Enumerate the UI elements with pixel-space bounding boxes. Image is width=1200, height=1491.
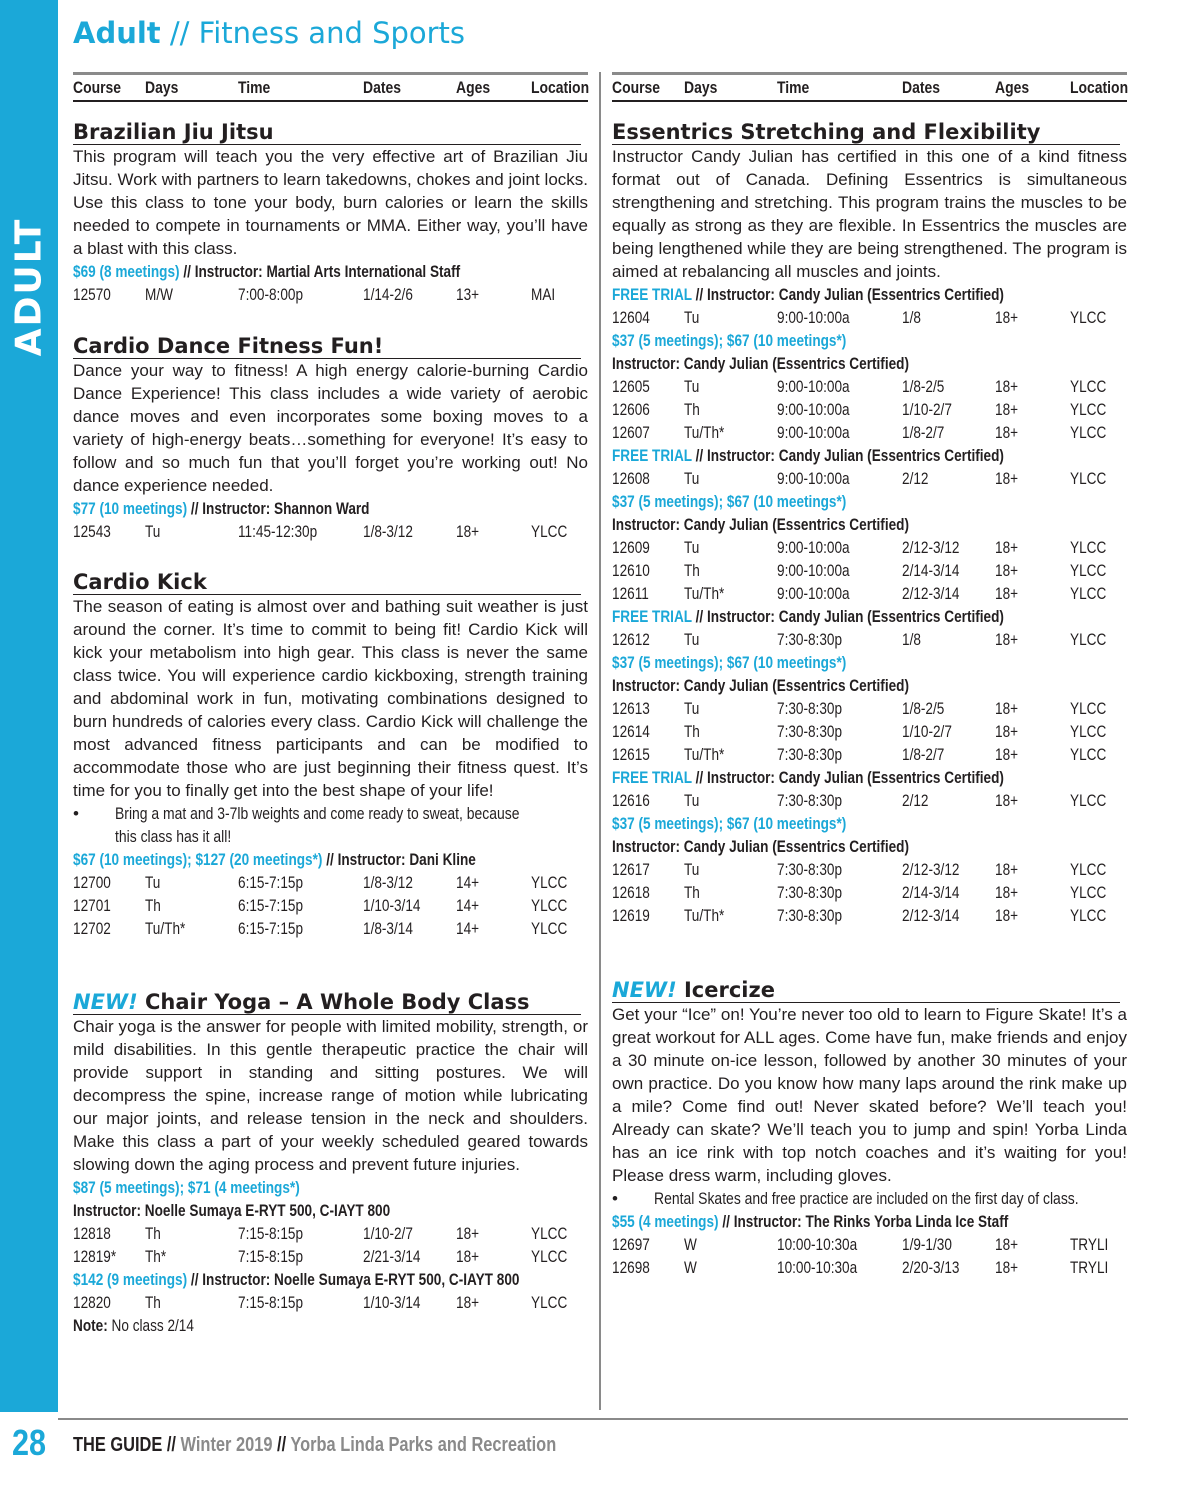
cell-location: MAI — [531, 285, 556, 304]
instructor-line — [612, 352, 1127, 375]
cell-days: Th — [684, 400, 700, 419]
instructor: Instructor: Candy Julian (Essentrics Certified) — [612, 837, 909, 856]
cell-location: YLCC — [531, 522, 568, 541]
course-cardio-dance-fitness — [73, 334, 588, 543]
cell-ages: 18+ — [995, 1235, 1019, 1254]
cell-location: YLCC — [531, 1247, 568, 1266]
column-header-time: Time — [777, 78, 810, 97]
instructor: // Instructor: Noelle Sumaya E-RYT 500, C-IAYT 800 — [187, 1270, 520, 1289]
cell-time: 6:15-7:15p — [238, 896, 304, 915]
cell-course: 12610 — [612, 561, 650, 580]
cell-location: TRYLI — [1070, 1235, 1109, 1254]
cell-time: 7:30-8:30p — [777, 906, 843, 925]
course-icercize — [612, 978, 1127, 1279]
page-title-category: Fitness and Sports — [198, 16, 466, 50]
cell-location: YLCC — [1070, 584, 1107, 603]
cell-ages: 18+ — [995, 308, 1019, 327]
cell-course: 12604 — [612, 308, 650, 327]
price: $87 (5 meetings); $71 (4 meetings*) — [73, 1178, 300, 1197]
cell-ages: 13+ — [456, 285, 480, 304]
page-number: 28 — [11, 1422, 47, 1463]
cell-days: Tu — [684, 469, 700, 488]
cell-course: 12618 — [612, 883, 650, 902]
cell-course: 12818 — [73, 1224, 111, 1243]
instructor: // Instructor: Candy Julian (Essentrics Certified) — [691, 607, 1004, 626]
table-row — [612, 858, 1127, 881]
footer-org: Yorba Linda Parks and Recreation — [290, 1434, 557, 1456]
price: $77 (10 meetings) — [73, 499, 188, 518]
cell-location: YLCC — [1070, 791, 1107, 810]
cell-time: 9:00-10:00a — [777, 538, 850, 557]
cell-time: 9:00-10:00a — [777, 469, 850, 488]
free-trial-label: FREE TRIAL — [612, 768, 692, 787]
price: $37 (5 meetings); $67 (10 meetings*) — [612, 492, 847, 511]
table-row — [73, 520, 588, 543]
table-row — [73, 917, 588, 940]
free-trial-line — [612, 283, 1127, 306]
table-row — [612, 582, 1127, 605]
cell-location: YLCC — [531, 919, 568, 938]
cell-dates: 1/14-2/6 — [363, 285, 413, 304]
cell-time: 7:15-8:15p — [238, 1224, 304, 1243]
footer-separator: // — [162, 1434, 181, 1456]
bullet-dot: • — [73, 804, 79, 823]
cell-days: Tu — [684, 308, 700, 327]
cell-days: Tu — [145, 873, 161, 892]
cell-ages: 18+ — [995, 423, 1019, 442]
cell-ages: 18+ — [995, 699, 1019, 718]
free-trial-line — [612, 444, 1127, 467]
column-header-ages: Ages — [995, 78, 1030, 97]
cell-ages: 18+ — [995, 1258, 1019, 1277]
cell-course: 12612 — [612, 630, 650, 649]
right-column — [612, 72, 1129, 1277]
note-text: No class 2/14 — [107, 1316, 194, 1335]
section-side-label: ADULT — [8, 217, 50, 357]
cell-time: 7:15-8:15p — [238, 1247, 304, 1266]
instructor: // Instructor: The Rinks Yorba Linda Ice Staff — [718, 1212, 1009, 1231]
cell-course: 12697 — [612, 1235, 650, 1254]
cell-ages: 18+ — [456, 1224, 480, 1243]
instructor-line — [612, 835, 1127, 858]
course-brazilian-jiu-jitsu — [73, 120, 588, 306]
table-row — [612, 720, 1127, 743]
cell-ages: 18+ — [995, 377, 1019, 396]
cell-location: YLCC — [1070, 630, 1107, 649]
cell-time: 7:30-8:30p — [777, 699, 843, 718]
table-row — [612, 421, 1127, 444]
cell-time: 10:00-10:30a — [777, 1258, 858, 1277]
footer — [73, 1434, 556, 1457]
cell-ages: 18+ — [456, 1247, 480, 1266]
bullet-dot: • — [612, 1189, 618, 1208]
course-title: Essentrics Stretching and Flexibility — [612, 120, 1120, 145]
cell-location: YLCC — [1070, 423, 1107, 442]
course-description: This program will teach you the very effective art of Brazilian Jiu Jitsu. Work with partners to learn takedowns, chokes and joint locks. Use this class to tone your body, burn calories or learn the skills needed to compete in tournaments or MMA. Either way, you’ll have a blast with this class. — [73, 147, 588, 258]
cell-dates: 1/9-1/30 — [902, 1235, 952, 1254]
instructor: Instructor: Candy Julian (Essentrics Certified) — [612, 354, 909, 373]
bullet-item — [612, 1187, 1127, 1210]
cell-time: 7:30-8:30p — [777, 791, 843, 810]
free-trial-label: FREE TRIAL — [612, 446, 692, 465]
cell-dates: 1/8-3/14 — [363, 919, 413, 938]
cell-course: 12700 — [73, 873, 111, 892]
course-description: Dance your way to fitness! A high energy calorie-burning Cardio Dance Experience! This class includes a wide variety of aerobic dance moves and even incorporates some boxing moves to a variety of high-energy beats…something for everyone! It’s easy to follow and so much fun that you’ll forget you’re working out! No dance experience needed. — [73, 361, 588, 495]
cell-days: W — [684, 1258, 697, 1277]
table-row — [73, 894, 588, 917]
cell-course: 12614 — [612, 722, 650, 741]
cell-time: 6:15-7:15p — [238, 873, 304, 892]
footer-season: Winter 2019 — [180, 1434, 273, 1456]
cell-dates: 2/12 — [902, 469, 929, 488]
instructor: Instructor: Noelle Sumaya E-RYT 500, C-IAYT 800 — [73, 1201, 391, 1220]
price-line — [73, 1268, 588, 1291]
cell-course: 12819* — [73, 1247, 117, 1266]
instructor: Instructor: Candy Julian (Essentrics Certified) — [612, 676, 909, 695]
cell-course: 12611 — [612, 584, 649, 603]
course-chair-yoga — [73, 990, 588, 1337]
cell-course: 12609 — [612, 538, 650, 557]
instructor: // Instructor: Shannon Ward — [187, 499, 370, 518]
page-title-section: Adult — [73, 16, 161, 50]
free-trial-label: FREE TRIAL — [612, 607, 692, 626]
cell-days: Tu — [684, 699, 700, 718]
cell-location: YLCC — [1070, 469, 1107, 488]
price-line — [612, 651, 1127, 674]
cell-dates: 2/21-3/14 — [363, 1247, 421, 1266]
cell-days: Tu/Th* — [145, 919, 186, 938]
price: $37 (5 meetings); $67 (10 meetings*) — [612, 653, 847, 672]
free-trial-line — [612, 605, 1127, 628]
cell-days: Tu — [684, 377, 700, 396]
cell-time: 9:00-10:00a — [777, 423, 850, 442]
cell-dates: 1/10-2/7 — [363, 1224, 413, 1243]
cell-ages: 14+ — [456, 919, 480, 938]
course-description: The season of eating is almost over and bathing suit weather is just around the corner. It’s time to commit to being fit! Cardio Kick will kick your metabolism into high gear. This class is never the same class twice. You will experience cardio kickboxing, strength training and abdominal work in fun, motivating combinations designed to burn hundreds of calories every class. Cardio Kick will challenge the most advanced fitness participants and can be modified to accommodate those who are just beginning their fitness quest. It’s time for you to finally get into the best shape of your life! — [73, 597, 588, 800]
cell-ages: 18+ — [995, 745, 1019, 764]
instructor: Instructor: Candy Julian (Essentrics Certified) — [612, 515, 909, 534]
cell-time: 11:45-12:30p — [238, 522, 318, 541]
cell-time: 9:00-10:00a — [777, 561, 850, 580]
cell-dates: 1/8-2/7 — [902, 423, 945, 442]
cell-days: Tu — [684, 538, 700, 557]
cell-dates: 2/14-3/14 — [902, 883, 960, 902]
bullet-text-line-1: Bring a mat and 3-7lb weights and come ready to sweat, because — [115, 804, 520, 823]
price: $67 (10 meetings); $127 (20 meetings*) — [73, 850, 323, 869]
column-header-row — [73, 72, 588, 102]
column-header-dates: Dates — [902, 78, 940, 97]
left-column — [73, 72, 590, 1335]
table-row — [73, 1291, 588, 1314]
cell-course: 12820 — [73, 1293, 111, 1312]
cell-dates: 2/12 — [902, 791, 929, 810]
cell-days: Tu/Th* — [684, 423, 725, 442]
column-header-days: Days — [684, 78, 718, 97]
cell-dates: 1/8-3/12 — [363, 873, 413, 892]
price-line — [612, 1210, 1127, 1233]
cell-days: Th — [684, 883, 700, 902]
cell-location: YLCC — [1070, 860, 1107, 879]
cell-location: YLCC — [531, 896, 568, 915]
note-line — [73, 1314, 588, 1337]
cell-location: YLCC — [1070, 906, 1107, 925]
table-row — [612, 559, 1127, 582]
column-header-ages: Ages — [456, 78, 491, 97]
price-line — [73, 1176, 588, 1199]
course-title: Cardio Kick — [73, 570, 581, 595]
cell-dates: 1/10-3/14 — [363, 896, 421, 915]
price: $69 (8 meetings) — [73, 262, 180, 281]
cell-days: Th — [145, 1224, 161, 1243]
price: $37 (5 meetings); $67 (10 meetings*) — [612, 331, 847, 350]
cell-location: YLCC — [531, 1293, 568, 1312]
instructor-line — [612, 674, 1127, 697]
cell-course: 12570 — [73, 285, 111, 304]
column-divider — [599, 72, 601, 1410]
price: $142 (9 meetings) — [73, 1270, 188, 1289]
cell-location: TRYLI — [1070, 1258, 1109, 1277]
table-row — [612, 904, 1127, 927]
cell-time: 10:00-10:30a — [777, 1235, 858, 1254]
cell-days: Tu — [684, 630, 700, 649]
cell-course: 12617 — [612, 860, 650, 879]
cell-time: 9:00-10:00a — [777, 400, 850, 419]
cell-course: 12608 — [612, 469, 650, 488]
table-row — [612, 1233, 1127, 1256]
table-row — [612, 467, 1127, 490]
cell-dates: 1/10-2/7 — [902, 722, 952, 741]
page-title-separator: // — [160, 16, 199, 50]
price-line — [612, 812, 1127, 835]
cell-dates: 2/14-3/14 — [902, 561, 960, 580]
cell-days: M/W — [145, 285, 173, 304]
cell-ages: 18+ — [995, 469, 1019, 488]
course-title — [73, 990, 581, 1015]
course-description: Chair yoga is the answer for people with limited mobility, strength, or mild disabilities. In this gentle therapeutic practice the chair will provide support in standing and sitting postures. We will decompress the spine, increase range of motion while lubricating our major joints, and release tension in the neck and shoulders. Make this class a part of your weekly scheduled geared towards slowing down the aging process and prevent future injuries. — [73, 1017, 588, 1174]
cell-ages: 18+ — [995, 630, 1019, 649]
cell-location: YLCC — [531, 1224, 568, 1243]
bullet-text-line-2: this class has it all! — [115, 827, 232, 846]
cell-location: YLCC — [531, 873, 568, 892]
table-row — [73, 1245, 588, 1268]
course-description: Instructor Candy Julian has certified in this one of a kind fitness format out of Canada. Defining Essentrics is simultaneous strengthening and stretching. This program trains the muscles to be equally as strong as they are flexible. In Essentrics the muscles are being lengthened while they are being strengthened. The program is aimed at rebalancing all muscles and joints. — [612, 147, 1127, 281]
column-header-time: Time — [238, 78, 271, 97]
instructor: // Instructor: Dani Kline — [322, 850, 476, 869]
cell-dates: 1/10-2/7 — [902, 400, 952, 419]
new-badge: NEW! — [73, 990, 138, 1014]
free-trial-label: FREE TRIAL — [612, 285, 692, 304]
column-header-row — [612, 72, 1127, 102]
cell-dates: 1/8-3/12 — [363, 522, 413, 541]
cell-time: 9:00-10:00a — [777, 377, 850, 396]
table-row — [612, 375, 1127, 398]
cell-time: 7:00-8:00p — [238, 285, 304, 304]
cell-course: 12698 — [612, 1258, 650, 1277]
column-header-dates: Dates — [363, 78, 401, 97]
cell-course: 12605 — [612, 377, 650, 396]
cell-course: 12607 — [612, 423, 650, 442]
cell-days: W — [684, 1235, 697, 1254]
instructor: // Instructor: Candy Julian (Essentrics Certified) — [691, 768, 1004, 787]
cell-days: Tu — [684, 791, 700, 810]
bullet-item — [73, 802, 588, 848]
course-title-text: Chair Yoga – A Whole Body Class — [137, 990, 530, 1014]
footer-guide: THE GUIDE — [73, 1434, 163, 1456]
cell-location: YLCC — [1070, 400, 1107, 419]
cell-days: Th* — [145, 1247, 167, 1266]
cell-days: Th — [145, 896, 161, 915]
course-essentrics — [612, 120, 1127, 927]
cell-dates: 1/8 — [902, 630, 921, 649]
cell-dates: 1/8-2/5 — [902, 699, 945, 718]
cell-dates: 2/12-3/14 — [902, 906, 960, 925]
instructor: // Instructor: Candy Julian (Essentrics Certified) — [691, 446, 1004, 465]
column-header-location: Location — [1070, 78, 1129, 97]
cell-time: 7:30-8:30p — [777, 860, 843, 879]
free-trial-line — [612, 766, 1127, 789]
cell-location: YLCC — [1070, 699, 1107, 718]
cell-location: YLCC — [1070, 308, 1107, 327]
cell-ages: 18+ — [995, 860, 1019, 879]
cell-course: 12701 — [73, 896, 111, 915]
table-row — [612, 398, 1127, 421]
cell-days: Tu/Th* — [684, 584, 725, 603]
instructor: // Instructor: Candy Julian (Essentrics Certified) — [691, 285, 1004, 304]
column-header-days: Days — [145, 78, 179, 97]
cell-ages: 18+ — [995, 538, 1019, 557]
price: $37 (5 meetings); $67 (10 meetings*) — [612, 814, 847, 833]
cell-ages: 18+ — [995, 722, 1019, 741]
column-header-location: Location — [531, 78, 590, 97]
cell-days: Tu — [145, 522, 161, 541]
cell-dates: 2/20-3/13 — [902, 1258, 960, 1277]
cell-course: 12619 — [612, 906, 650, 925]
cell-days: Tu/Th* — [684, 745, 725, 764]
price-line — [612, 329, 1127, 352]
cell-dates: 1/8-2/7 — [902, 745, 945, 764]
cell-ages: 18+ — [995, 883, 1019, 902]
cell-location: YLCC — [1070, 745, 1107, 764]
instructor-line — [73, 1199, 588, 1222]
instructor: // Instructor: Martial Arts International Staff — [179, 262, 461, 281]
cell-time: 6:15-7:15p — [238, 919, 304, 938]
cell-course: 12615 — [612, 745, 650, 764]
cell-days: Tu/Th* — [684, 906, 725, 925]
price-line — [73, 260, 588, 283]
table-row — [612, 536, 1127, 559]
cell-dates: 1/10-3/14 — [363, 1293, 421, 1312]
table-row — [612, 1256, 1127, 1279]
cell-ages: 18+ — [995, 400, 1019, 419]
note-label: Note: — [73, 1316, 108, 1335]
bullet-text: Rental Skates and free practice are included on the first day of class. — [654, 1189, 1079, 1208]
cell-time: 7:30-8:30p — [777, 630, 843, 649]
cell-time: 7:30-8:30p — [777, 722, 843, 741]
cell-ages: 18+ — [995, 584, 1019, 603]
cell-location: YLCC — [1070, 538, 1107, 557]
page-title — [73, 16, 465, 50]
price-line — [612, 490, 1127, 513]
table-row — [612, 881, 1127, 904]
cell-course: 12606 — [612, 400, 650, 419]
table-row — [73, 871, 588, 894]
table-row — [73, 1222, 588, 1245]
cell-ages: 14+ — [456, 873, 480, 892]
cell-location: YLCC — [1070, 883, 1107, 902]
table-row — [73, 283, 588, 306]
price-line — [73, 848, 588, 871]
cell-course: 12543 — [73, 522, 111, 541]
table-row — [612, 306, 1127, 329]
footer-rule — [58, 1418, 1128, 1420]
instructor-line — [612, 513, 1127, 536]
cell-dates: 2/12-3/12 — [902, 538, 960, 557]
column-header-course: Course — [73, 78, 122, 97]
table-row — [612, 628, 1127, 651]
course-title-text: Icercize — [676, 978, 775, 1002]
cell-ages: 18+ — [995, 791, 1019, 810]
cell-location: YLCC — [1070, 561, 1107, 580]
cell-time: 7:15-8:15p — [238, 1293, 304, 1312]
cell-dates: 2/12-3/12 — [902, 860, 960, 879]
cell-location: YLCC — [1070, 377, 1107, 396]
course-title: Cardio Dance Fitness Fun! — [73, 334, 581, 359]
cell-ages: 18+ — [456, 522, 480, 541]
table-row — [612, 697, 1127, 720]
cell-course: 12616 — [612, 791, 650, 810]
cell-ages: 14+ — [456, 896, 480, 915]
cell-time: 9:00-10:00a — [777, 584, 850, 603]
cell-dates: 2/12-3/14 — [902, 584, 960, 603]
price: $55 (4 meetings) — [612, 1212, 719, 1231]
cell-ages: 18+ — [995, 906, 1019, 925]
cell-days: Th — [684, 722, 700, 741]
cell-days: Th — [145, 1293, 161, 1312]
table-row — [612, 789, 1127, 812]
cell-ages: 18+ — [995, 561, 1019, 580]
course-description: Get your “Ice” on! You’re never too old to learn to Figure Skate! It’s a great workout for ALL ages. Come have fun, make friends and enjoy a 30 minute on-ice lesson, followed by another 30 minutes of your own practice. Do you know how many laps around the rink make up a mile? Come find out! Never skated before? We’ll teach you! Already can skate? We’ll teach you to jump and spin! Yorba Linda has an ice rink with top notch coaches and it’s waiting for you! Please dress warm, including gloves. — [612, 1005, 1127, 1185]
cell-time: 9:00-10:00a — [777, 308, 850, 327]
cell-ages: 18+ — [456, 1293, 480, 1312]
cell-course: 12613 — [612, 699, 650, 718]
cell-dates: 1/8-2/5 — [902, 377, 945, 396]
cell-time: 7:30-8:30p — [777, 883, 843, 902]
course-title: Brazilian Jiu Jitsu — [73, 120, 581, 145]
column-header-course: Course — [612, 78, 661, 97]
price-line — [73, 497, 588, 520]
cell-location: YLCC — [1070, 722, 1107, 741]
course-cardio-kick — [73, 570, 588, 940]
cell-course: 12702 — [73, 919, 111, 938]
footer-separator: // — [272, 1434, 291, 1456]
cell-days: Tu — [684, 860, 700, 879]
cell-dates: 1/8 — [902, 308, 921, 327]
table-row — [612, 743, 1127, 766]
cell-days: Th — [684, 561, 700, 580]
course-title — [612, 978, 1120, 1003]
new-badge: NEW! — [612, 978, 677, 1002]
cell-time: 7:30-8:30p — [777, 745, 843, 764]
